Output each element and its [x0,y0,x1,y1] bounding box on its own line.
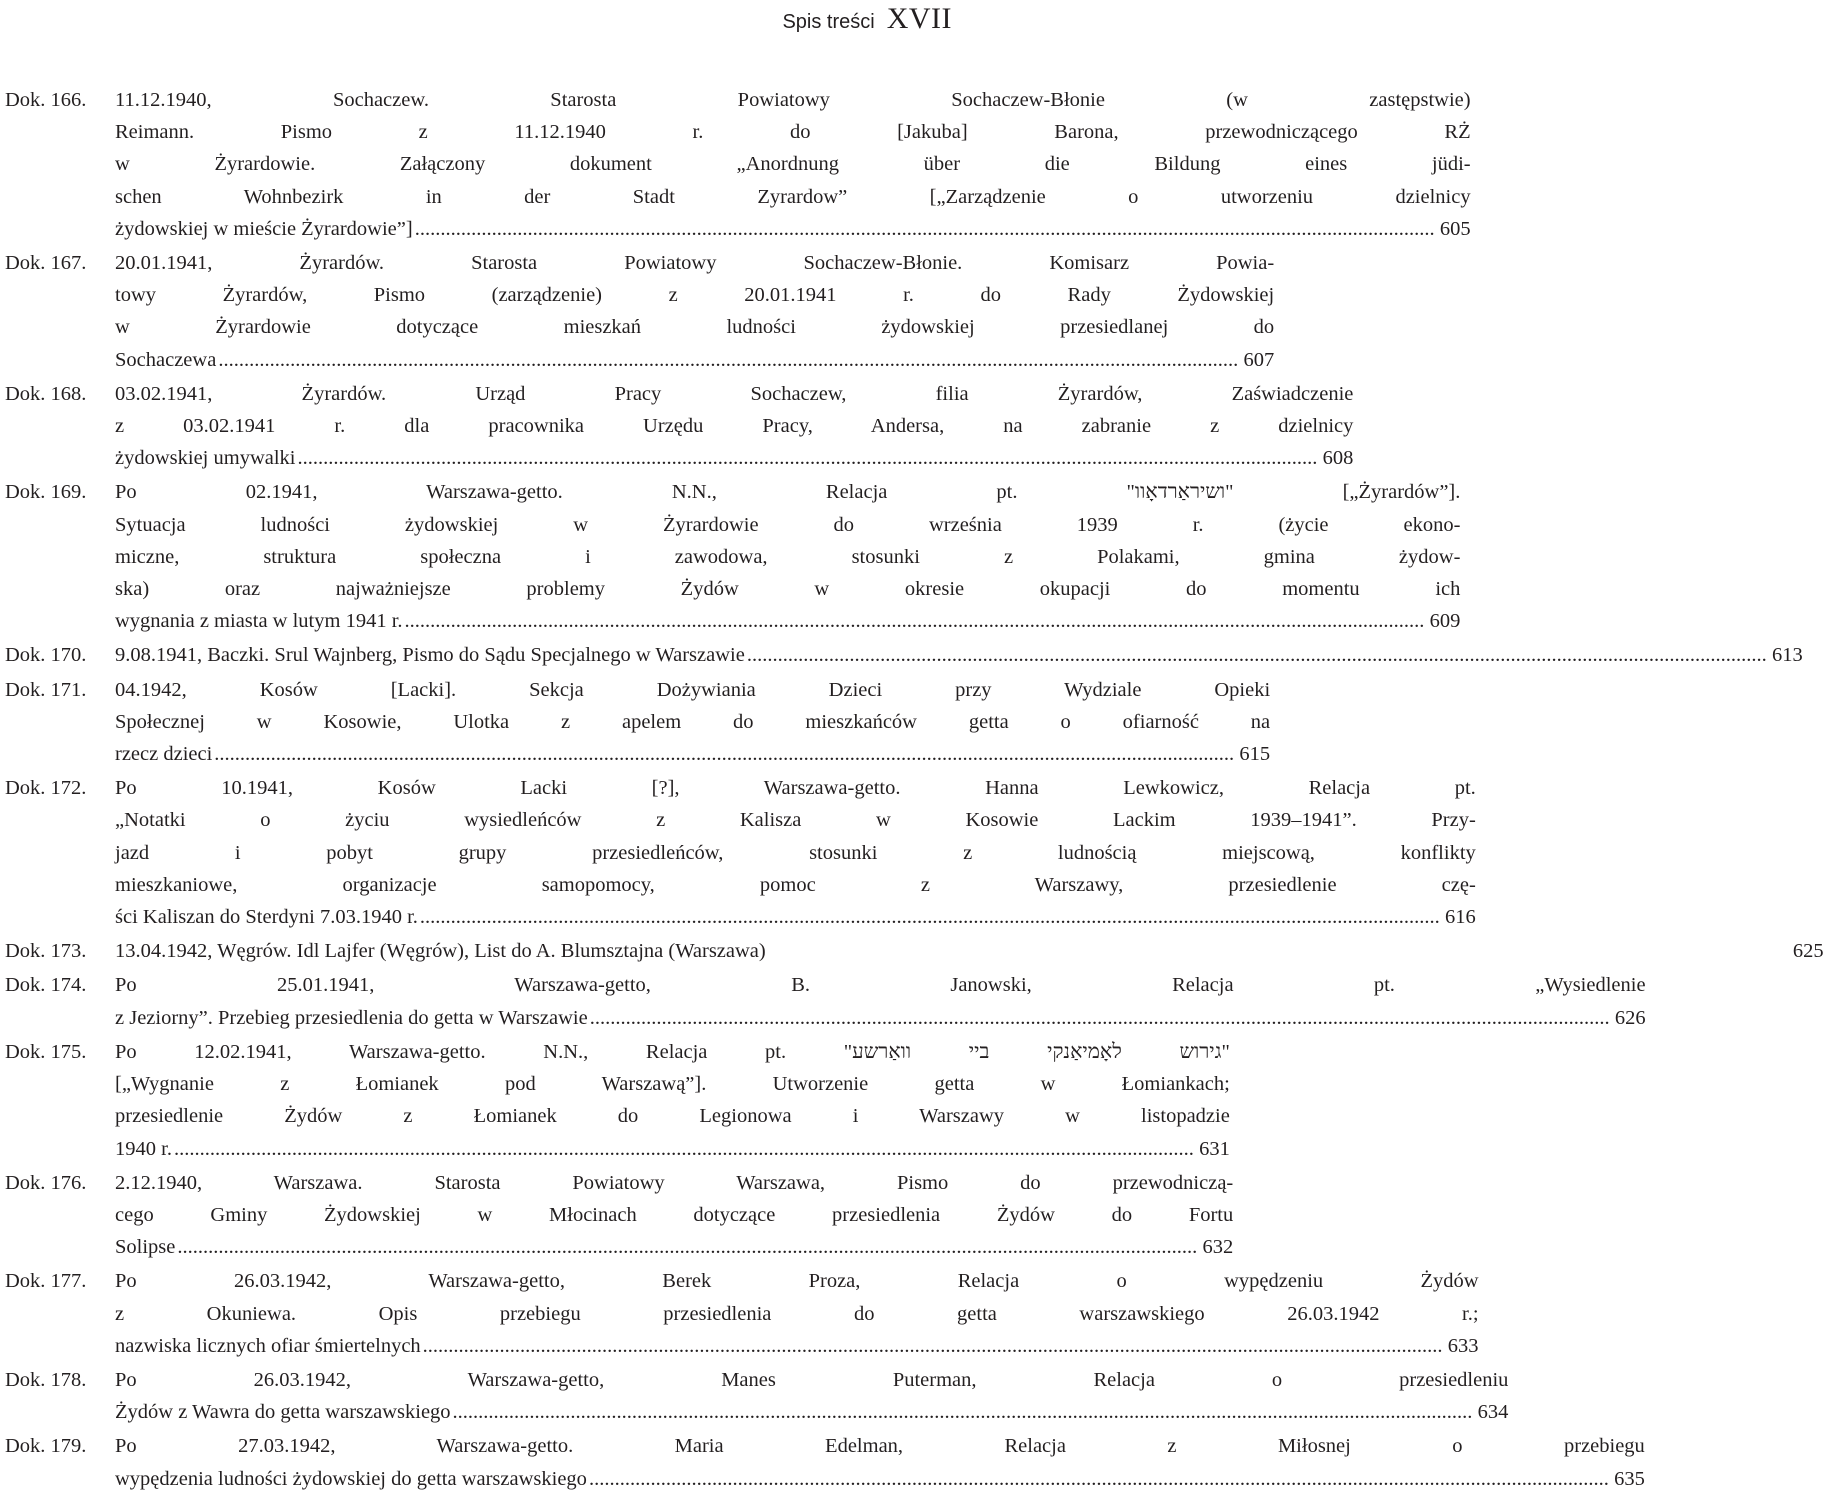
entry-text-line: jazd i pobyt grupy przesiedleńców, stosunki z ludnością miejscową, konflikty [115,841,1476,864]
toc-entry[interactable] [5,969,1646,1033]
document-number: Dok. 174. [5,974,87,997]
toc-entry[interactable] [5,84,1471,245]
entry-text-line: Społecznej w Kosowie, Ulotka z apelem do mieszkańców getta o ofiarność na [115,710,1271,733]
dot-leader [589,1463,1609,1495]
entry-text-line: wygnania z miasta w lutym 1941 r. [115,610,403,633]
header-page-numeral: XVII [886,2,952,35]
dot-leader [214,738,1234,770]
toc-entry[interactable] [5,1364,1509,1428]
entry-description [115,1364,1508,1428]
document-number: Dok. 179. [5,1435,87,1458]
page-number: 613 [1771,644,1803,667]
entry-final-line [115,213,1471,245]
toc-entry[interactable] [5,378,1354,475]
toc-entry[interactable] [5,639,1803,671]
entry-description [115,969,1646,1033]
document-number: Dok. 177. [5,1270,87,1293]
entry-text-line: ska) oraz najważniejsze problemy Żydów w okresie okupacji do momentu ich [115,578,1461,601]
dot-leader [174,1133,1194,1165]
document-number: Dok. 172. [5,777,87,800]
dot-leader [590,1002,1610,1034]
entry-final-line [115,935,1824,967]
entry-text-line: Po 02.1941, Warszawa-getto. N.N., Relacja pt. "ושיראַרדאָוו" [„Żyrardów”]. [115,481,1461,504]
entry-text-line: 1940 r. [115,1137,172,1160]
entry-text-line: 13.04.1942, Węgrów. Idl Lajfer (Węgrów), List do A. Blumsztajna (Warszawa) [115,940,766,963]
entry-description [115,674,1270,771]
page-number: 609 [1429,610,1461,633]
page-number: 615 [1239,743,1271,766]
entry-description [115,247,1274,376]
entry-text-line: z Jeziorny”. Przebieg przesiedlenia do getta w Warszawie [115,1006,588,1029]
entry-description [115,935,1824,967]
entry-final-line [115,1002,1646,1034]
page-number: 625 [1792,940,1824,963]
toc-entry[interactable] [5,476,1461,637]
toc-entry[interactable] [5,772,1476,933]
toc-entry[interactable] [5,674,1271,771]
entry-text-line: Sytuacja ludności żydowskiej w Żyrardowie do września 1939 r. (życie ekono- [115,513,1461,536]
page-number: 633 [1447,1334,1479,1357]
entry-final-line [115,1330,1479,1362]
page-number: 608 [1322,447,1354,470]
entry-final-line [115,901,1476,933]
toc-entry[interactable] [5,1265,1479,1362]
entry-text-line: 2.12.1940, Warszawa. Starosta Powiatowy Warszawa, Pismo do przewodniczą- [115,1171,1234,1194]
entry-text-line: Po 12.02.1941, Warszawa-getto. N.N., Relacja pt. "גירוש לאָמיאַנקי ביי וואַרשע" [115,1040,1230,1063]
dot-leader [405,605,1425,637]
entry-text-line: Po 25.01.1941, Warszawa-getto, B. Janowski, Relacja pt. „Wysiedlenie [115,974,1646,997]
document-number: Dok. 166. [5,89,87,111]
entry-description [115,1036,1230,1165]
page-number: 632 [1202,1236,1234,1259]
dot-leader [415,213,1435,245]
entry-text-line: Po 10.1941, Kosów Lacki [?], Warszawa-getto. Hanna Lewkowicz, Relacja pt. [115,777,1476,800]
document-number: Dok. 175. [5,1040,87,1063]
entry-text-line: 9.08.1941, Baczki. Srul Wajnberg, Pismo do Sądu Specjalnego w Warszawie [115,644,745,667]
entry-final-line [115,1231,1233,1263]
dot-leader [747,639,1767,671]
dot-leader [453,1396,1473,1428]
entry-text-line: Po 26.03.1942, Warszawa-getto, Manes Puterman, Relacja o przesiedleniu [115,1368,1509,1391]
page-number: 626 [1614,1006,1646,1029]
document-number: Dok. 173. [5,940,87,963]
entry-final-line [115,442,1353,474]
entry-description [115,476,1460,637]
entry-final-line [115,344,1274,376]
entry-text-line: Po 27.03.1942, Warszawa-getto. Maria Edelman, Relacja z Miłosnej o przebiegu [115,1435,1645,1458]
entry-text-line: 11.12.1940, Sochaczew. Starosta Powiatowy Sochaczew-Błonie (w zastępstwie) [115,89,1471,111]
document-number: Dok. 176. [5,1171,87,1194]
entry-description [115,639,1803,671]
toc-entry[interactable] [5,935,1824,967]
entry-text-line: cego Gminy Żydowskiej w Młocinach dotyczące przesiedlenia Żydów do Fortu [115,1203,1234,1226]
entry-description [115,378,1353,475]
entry-text-line: Po 26.03.1942, Warszawa-getto, Berek Proza, Relacja o wypędzeniu Żydów [115,1270,1479,1293]
page-number: 616 [1445,906,1476,929]
entry-description [115,1167,1233,1264]
entry-text-line: 20.01.1941, Żyrardów. Starosta Powiatowy Sochaczew-Błonie. Komisarz Powia- [115,252,1275,275]
toc-entry[interactable] [5,247,1275,376]
entry-text-line: żydowskiej w mieście Żyrardowie”] [115,217,413,240]
entry-final-line [115,639,1803,671]
entry-text-line: Reimann. Pismo z 11.12.1940 r. do [Jakuba] Barona, przewodniczącego RŻ [115,121,1471,144]
entry-text-line: Żydów z Wawra do getta warszawskiego [115,1401,451,1424]
entry-text-line: Sochaczewa [115,348,217,371]
toc-entry[interactable] [5,1430,1645,1494]
entry-text-line: mieszkaniowe, organizacje samopomocy, pomoc z Warszawy, przesiedlenie czę- [115,873,1476,896]
entry-final-line [115,1133,1230,1165]
entry-text-line: w Żyrardowie dotyczące mieszkań ludności żydowskiej przesiedlanej do [115,316,1275,339]
entry-text-line: 03.02.1941, Żyrardów. Urząd Pracy Sochaczew, filia Żyrardów, Zaświadczenie [115,382,1354,405]
entry-text-line: wypędzenia ludności żydowskiej do getta warszawskiego [115,1467,587,1490]
dot-leader [423,1330,1443,1362]
table-of-contents [5,84,1824,1497]
toc-entry[interactable] [5,1036,1230,1165]
entry-text-line: rzecz dzieci [115,743,213,766]
entry-final-line [115,605,1460,637]
entry-text-line: 04.1942, Kosów [Lacki]. Sekcja Dożywiania Dzieci przy Wydziale Opieki [115,678,1271,701]
entry-text-line: schen Wohnbezirk in der Stadt Zyrardow” [„Zarządzenie o utworzeniu dzielnicy [115,185,1471,208]
dot-leader [298,442,1318,474]
document-number: Dok. 171. [5,678,87,701]
page-number: 605 [1439,217,1471,240]
entry-description [115,772,1476,933]
entry-final-line [115,738,1270,770]
document-number: Dok. 167. [5,252,87,275]
document-number: Dok. 169. [5,481,87,504]
toc-entry[interactable] [5,1167,1234,1264]
entry-description [115,84,1471,245]
document-number: Dok. 170. [5,644,87,667]
page-number: 607 [1243,348,1275,371]
entry-text-line: towy Żyrardów, Pismo (zarządzenie) z 20.01.1941 r. do Rady Żydowskiej [115,284,1275,307]
document-number: Dok. 178. [5,1368,87,1391]
page-number: 635 [1614,1467,1645,1490]
header-label: Spis treści [782,11,875,33]
entry-text-line: żydowskiej umywalki [115,447,296,470]
entry-description [115,1265,1479,1362]
entry-text-line: nazwiska licznych ofiar śmiertelnych [115,1334,421,1357]
entry-text-line: miczne, struktura społeczna i zawodowa, stosunki z Polakami, gmina żydow- [115,545,1461,568]
entry-text-line: z 03.02.1941 r. dla pracownika Urzędu Pracy, Andersa, na zabranie z dzielnicy [115,415,1354,438]
dot-leader [177,1231,1197,1263]
entry-text-line: „Notatki o życiu wysiedleńców z Kalisza w Kosowie Lackim 1939–1941”. Przy- [115,809,1476,832]
page-number: 631 [1199,1137,1230,1160]
page-number: 634 [1477,1401,1509,1424]
entry-text-line: [„Wygnanie z Łomianek pod Warszawą”]. Utworzenie getta w Łomiankach; [115,1073,1230,1096]
entry-text-line: ści Kaliszan do Sterdyni 7.03.1940 r. [115,906,418,929]
entry-text-line: Solipse [115,1236,176,1259]
dot-leader [420,901,1440,933]
running-header [782,2,952,36]
entry-text-line: w Żyrardowie. Załączony dokument „Anordnung über die Bildung eines jüdi- [115,153,1471,176]
entry-description [115,1430,1645,1494]
entry-final-line [115,1396,1508,1428]
entry-final-line [115,1463,1645,1495]
entry-text-line: przesiedlenie Żydów z Łomianek do Legionowa i Warszawy w listopadzie [115,1105,1230,1128]
document-number: Dok. 168. [5,382,87,405]
dot-leader [218,344,1238,376]
entry-text-line: z Okuniewa. Opis przebiegu przesiedlenia do getta warszawskiego 26.03.1942 r.; [115,1302,1479,1325]
